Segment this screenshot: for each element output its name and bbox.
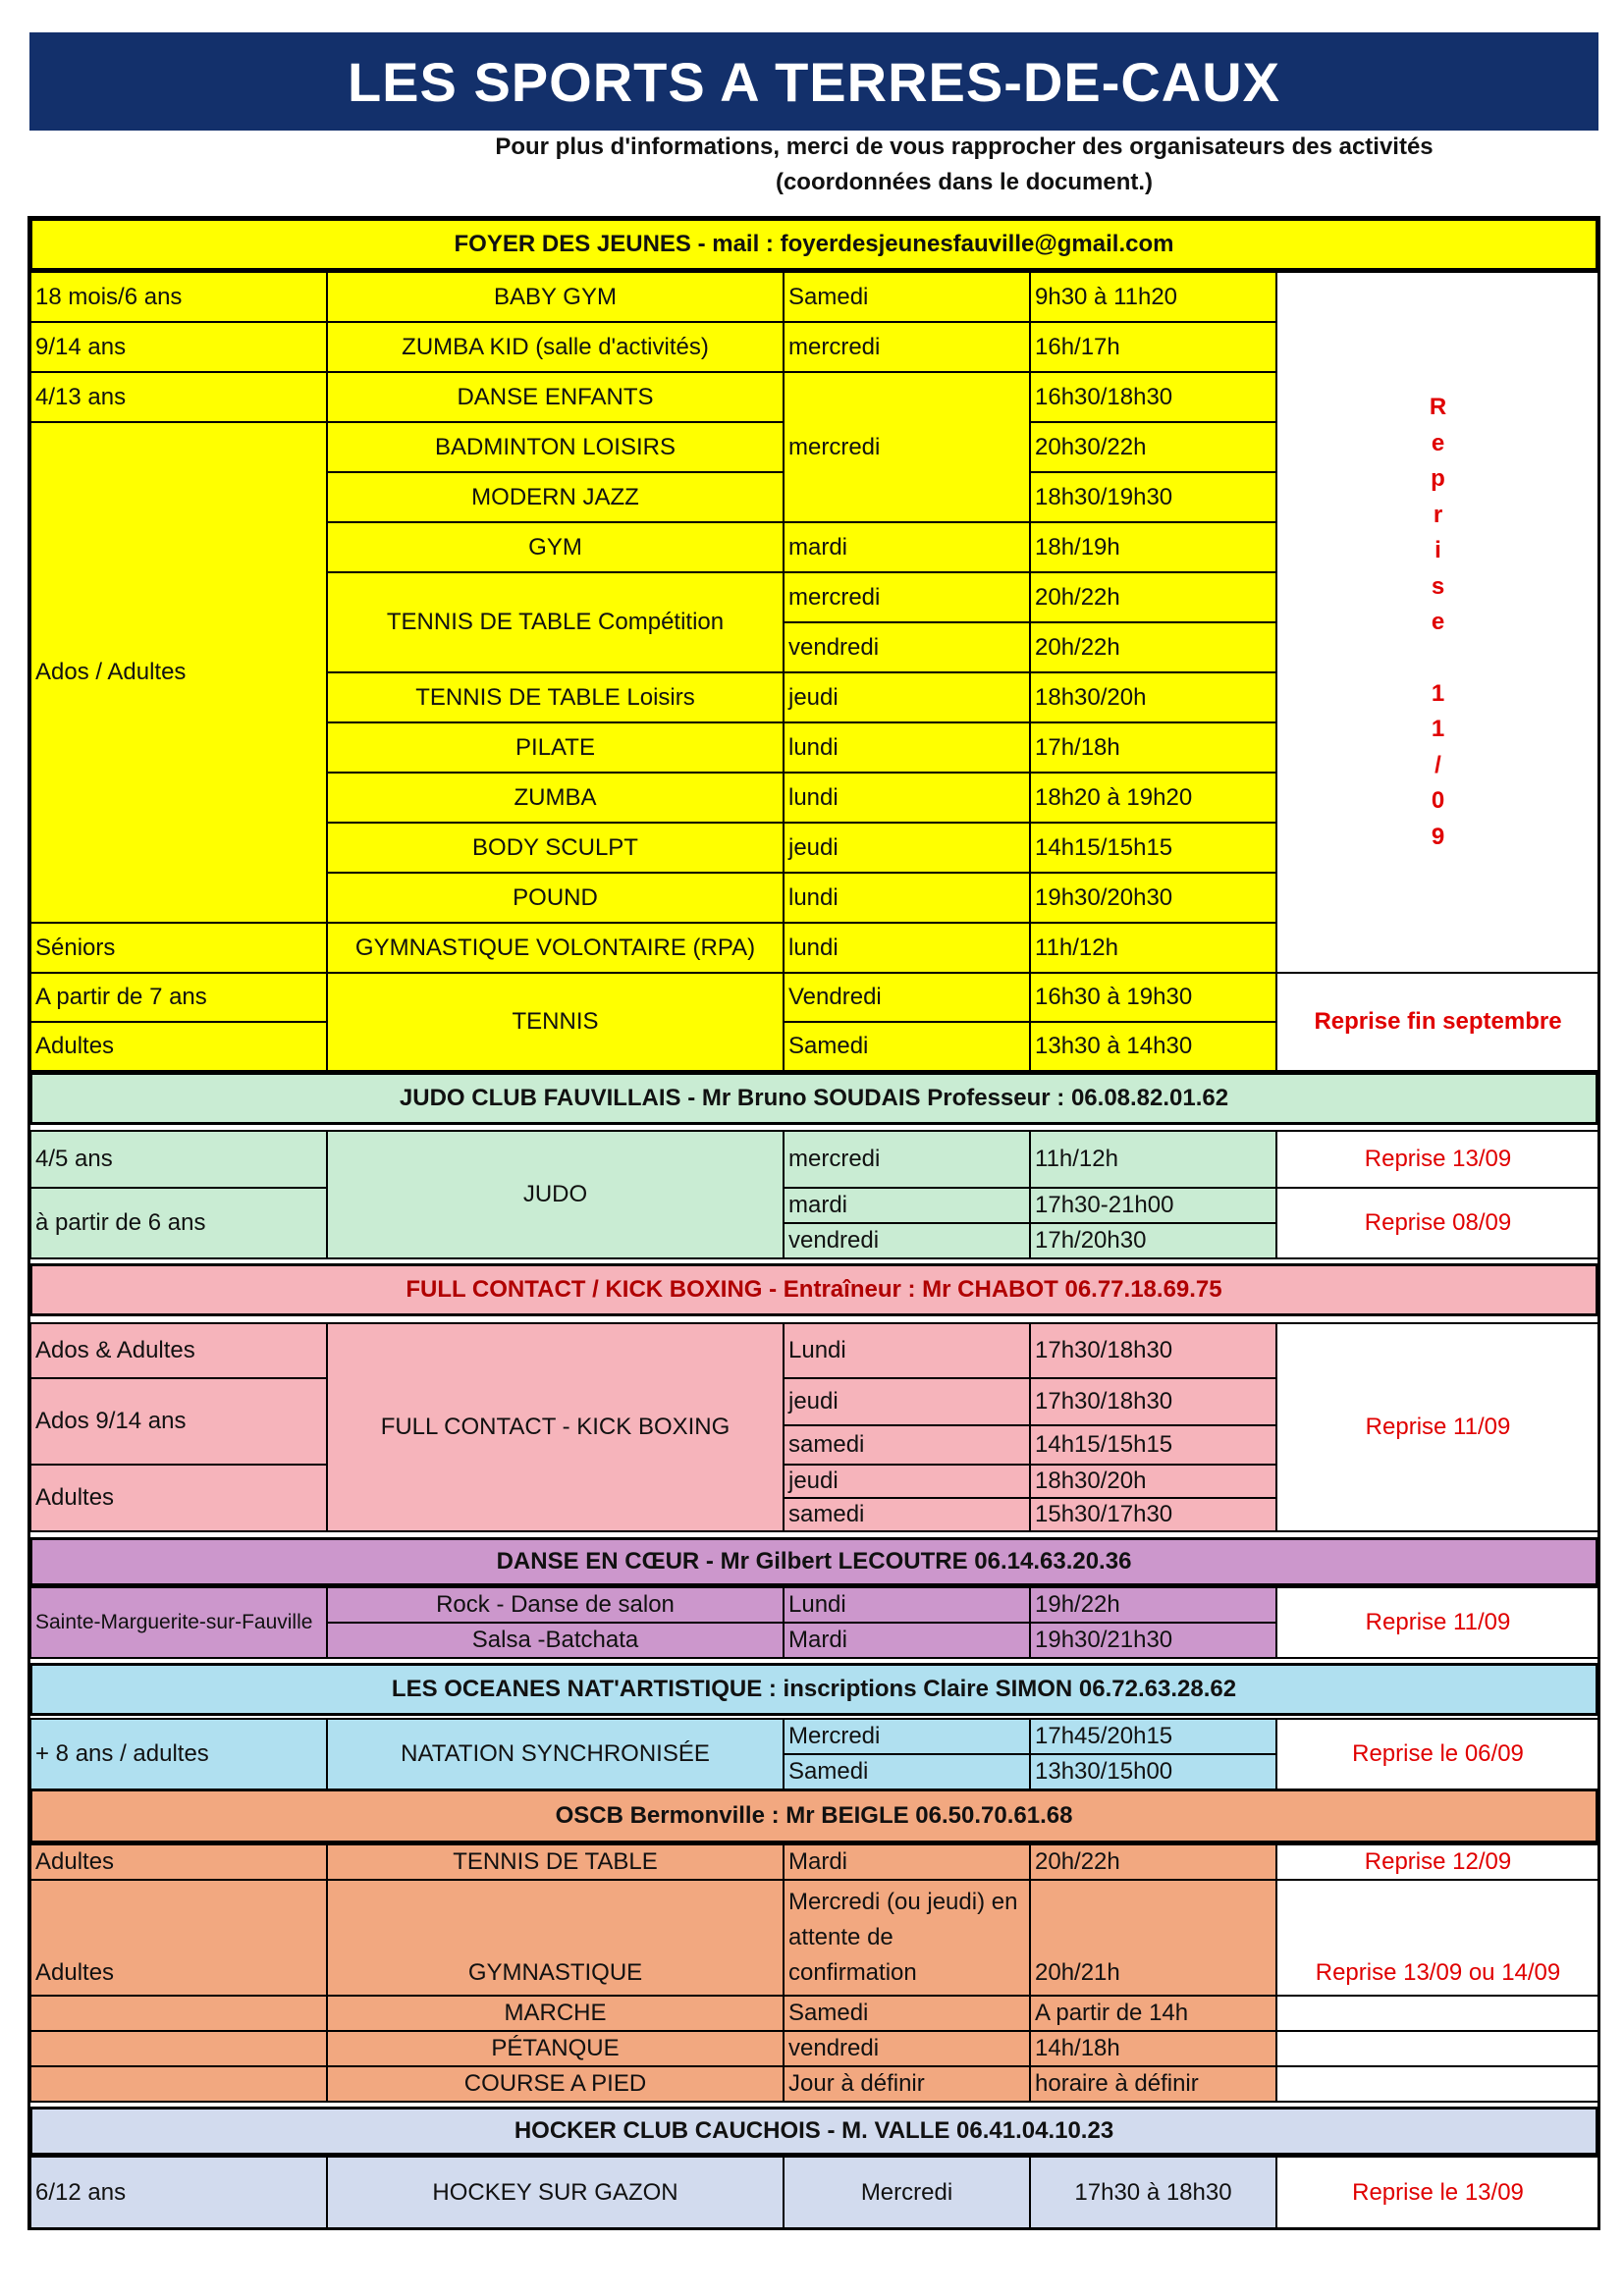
day-cell: jeudi: [784, 823, 1030, 873]
time-cell: 17h30/18h30: [1030, 1378, 1276, 1425]
activity-cell: Salsa -Batchata: [327, 1623, 784, 1658]
time-cell: 14h15/15h15: [1030, 823, 1276, 873]
activity-cell: GYMNASTIQUE: [327, 1880, 784, 1996]
age-cell: [30, 2031, 327, 2066]
day-cell: mercredi: [784, 1131, 1030, 1188]
age-cell: Ados / Adultes: [30, 422, 327, 923]
oscb-title: OSCB Bermonville : Mr BEIGLE 06.50.70.61.68: [555, 1802, 1073, 1829]
day-cell: mercredi: [784, 572, 1030, 622]
time-cell: 17h30 à 18h30: [1030, 2157, 1276, 2229]
day-cell: Mardi: [784, 1844, 1030, 1880]
judo-table: [29, 1130, 1600, 1259]
time-cell: 18h30/19h30: [1030, 472, 1276, 522]
oceanes-title: LES OCEANES NAT'ARTISTIQUE : inscriptions Claire SIMON 06.72.63.28.62: [391, 1676, 1237, 1702]
hockey-title: HOCKER CLUB CAUCHOIS - M. VALLE 06.41.04.10.23: [514, 2117, 1114, 2144]
activity-cell: TENNIS DE TABLE Loisirs: [327, 672, 784, 722]
age-cell: 18 mois/6 ans: [30, 272, 327, 322]
reprise-cell: [1276, 272, 1599, 973]
time-cell: horaire à définir: [1030, 2066, 1276, 2102]
day-cell: jeudi: [784, 1465, 1030, 1498]
reprise-cell: Reprise 13/09 ou 14/09: [1276, 1880, 1599, 1996]
time-cell: 19h/22h: [1030, 1587, 1276, 1623]
oscb-table: [29, 1843, 1600, 2103]
day-cell: Mercredi (ou jeudi) en attente de confirmation: [784, 1880, 1030, 1996]
activity-cell: PÉTANQUE: [327, 2031, 784, 2066]
day-cell: Samedi: [784, 1754, 1030, 1789]
reprise-cell: Reprise fin septembre: [1276, 973, 1599, 1071]
day-cell: lundi: [784, 722, 1030, 773]
day-cell: samedi: [784, 1498, 1030, 1531]
age-cell: 6/12 ans: [30, 2157, 327, 2229]
subtitle-line-2: (coordonnées dans le document.): [775, 169, 1154, 195]
subtitle-line-1: Pour plus d'informations, merci de vous rapprocher des organisateurs des activités: [495, 133, 1434, 160]
time-cell: 16h30 à 19h30: [1030, 973, 1276, 1022]
age-cell: Adultes: [30, 1465, 327, 1531]
time-cell: 18h20 à 19h20: [1030, 773, 1276, 823]
activity-cell: BABY GYM: [327, 272, 784, 322]
time-cell: 18h/19h: [1030, 522, 1276, 572]
reprise-cell: Reprise le 13/09: [1276, 2157, 1599, 2229]
table-row: [30, 973, 1599, 1022]
age-cell: [30, 1996, 327, 2031]
day-cell: lundi: [784, 873, 1030, 923]
table-row: [30, 1131, 1599, 1188]
table-row: [30, 1323, 1599, 1378]
kick-table: [29, 1322, 1600, 1532]
day-cell: jeudi: [784, 672, 1030, 722]
activity-cell: GYM: [327, 522, 784, 572]
age-cell: + 8 ans / adultes: [30, 1719, 327, 1789]
reprise-cell: Reprise 12/09: [1276, 1844, 1599, 1880]
day-cell: lundi: [784, 773, 1030, 823]
day-cell: vendredi: [784, 622, 1030, 672]
activity-cell: DANSE ENFANTS: [327, 372, 784, 422]
time-cell: 17h45/20h15: [1030, 1719, 1276, 1754]
day-cell: mardi: [784, 522, 1030, 572]
table-row: [30, 272, 1599, 322]
activity-cell: TENNIS DE TABLE Compétition: [327, 572, 784, 672]
foyer-header: [29, 218, 1598, 271]
time-cell: 13h30/15h00: [1030, 1754, 1276, 1789]
activity-cell: BODY SCULPT: [327, 823, 784, 873]
age-cell: 4/13 ans: [30, 372, 327, 422]
time-cell: 17h30/18h30: [1030, 1323, 1276, 1378]
age-cell: Adultes: [30, 1022, 327, 1071]
time-cell: 14h15/15h15: [1030, 1425, 1276, 1465]
foyer-title: FOYER DES JEUNES - mail : foyerdesjeunesfauville@gmail.com: [454, 231, 1174, 257]
activity-cell: ZUMBA KID (salle d'activités): [327, 322, 784, 372]
day-cell: lundi: [784, 923, 1030, 973]
activity-cell: TENNIS DE TABLE: [327, 1844, 784, 1880]
activity-cell: PILATE: [327, 722, 784, 773]
judo-header: [29, 1072, 1598, 1125]
table-row: [30, 1996, 1599, 2031]
time-cell: 11h/12h: [1030, 923, 1276, 973]
table-row: [30, 1880, 1599, 1996]
hockey-header: [29, 2107, 1598, 2156]
activity-cell: MODERN JAZZ: [327, 472, 784, 522]
time-cell: 16h/17h: [1030, 322, 1276, 372]
activity-cell: ZUMBA: [327, 773, 784, 823]
age-cell: à partir de 6 ans: [30, 1188, 327, 1258]
activity-cell: HOCKEY SUR GAZON: [327, 2157, 784, 2229]
time-cell: 17h/20h30: [1030, 1223, 1276, 1258]
activity-cell: MARCHE: [327, 1996, 784, 2031]
activity-cell: COURSE A PIED: [327, 2066, 784, 2102]
time-cell: 19h30/21h30: [1030, 1623, 1276, 1658]
title-banner: [29, 32, 1598, 131]
activity-cell: POUND: [327, 873, 784, 923]
day-cell: Vendredi: [784, 973, 1030, 1022]
danse-header: [29, 1537, 1598, 1586]
reprise-cell: [1276, 2031, 1599, 2066]
age-cell: Adultes: [30, 1844, 327, 1880]
day-cell: Samedi: [784, 272, 1030, 322]
judo-title: JUDO CLUB FAUVILLAIS - Mr Bruno SOUDAIS Professeur : 06.08.82.01.62: [399, 1085, 1229, 1111]
foyer-table: [29, 271, 1600, 974]
reprise-cell: Reprise 11/09: [1276, 1587, 1599, 1658]
table-row: [30, 2157, 1599, 2229]
time-cell: 17h/18h: [1030, 722, 1276, 773]
time-cell: 15h30/17h30: [1030, 1498, 1276, 1531]
hockey-table: [29, 2156, 1600, 2230]
time-cell: 19h30/20h30: [1030, 873, 1276, 923]
day-cell: Mercredi: [784, 1719, 1030, 1754]
day-cell: vendredi: [784, 1223, 1030, 1258]
day-cell: Lundi: [784, 1323, 1030, 1378]
tennis-table: [29, 972, 1600, 1072]
day-cell: mercredi: [784, 372, 1030, 522]
day-cell: samedi: [784, 1425, 1030, 1465]
activity-cell: FULL CONTACT - KICK BOXING: [327, 1323, 784, 1531]
page-title: LES SPORTS A TERRES-DE-CAUX: [347, 50, 1281, 113]
time-cell: 11h/12h: [1030, 1131, 1276, 1188]
day-cell: mercredi: [784, 322, 1030, 372]
time-cell: 20h/22h: [1030, 622, 1276, 672]
reprise-cell: [1276, 2066, 1599, 2102]
day-cell: Mercredi: [784, 2157, 1030, 2229]
age-cell: Séniors: [30, 923, 327, 973]
reprise-cell: [1276, 1996, 1599, 2031]
day-cell: jeudi: [784, 1378, 1030, 1425]
age-cell: 4/5 ans: [30, 1131, 327, 1188]
day-cell: mardi: [784, 1188, 1030, 1223]
time-cell: 20h30/22h: [1030, 422, 1276, 472]
reprise-cell: Reprise 11/09: [1276, 1323, 1599, 1531]
reprise-cell: Reprise 13/09: [1276, 1131, 1599, 1188]
table-row: [30, 1719, 1599, 1754]
table-row: [30, 1844, 1599, 1880]
reprise-cell: Reprise 08/09: [1276, 1188, 1599, 1258]
oceanes-table: [29, 1718, 1600, 1790]
age-cell: Adultes: [30, 1880, 327, 1996]
oceanes-header: [29, 1663, 1598, 1716]
reprise-cell: Reprise le 06/09: [1276, 1719, 1599, 1789]
time-cell: 20h/21h: [1030, 1880, 1276, 1996]
reprise-vertical: R e p r i s e 1 1 / 0 9: [1429, 394, 1447, 850]
kick-title: FULL CONTACT / KICK BOXING - Entraîneur : Mr CHABOT 06.77.18.69.75: [406, 1276, 1222, 1303]
activity-cell: NATATION SYNCHRONISÉE: [327, 1719, 784, 1789]
time-cell: 18h30/20h: [1030, 672, 1276, 722]
activity-cell: JUDO: [327, 1131, 784, 1258]
time-cell: A partir de 14h: [1030, 1996, 1276, 2031]
place-cell: Sainte-Marguerite-sur-Fauville: [30, 1587, 327, 1658]
day-cell: Mardi: [784, 1623, 1030, 1658]
oscb-header: [29, 1789, 1598, 1843]
activity-cell: BADMINTON LOISIRS: [327, 422, 784, 472]
age-cell: Ados & Adultes: [30, 1323, 327, 1378]
kick-header: [29, 1263, 1598, 1316]
time-cell: 20h/22h: [1030, 572, 1276, 622]
time-cell: 9h30 à 11h20: [1030, 272, 1276, 322]
day-cell: Samedi: [784, 1022, 1030, 1071]
time-cell: 14h/18h: [1030, 2031, 1276, 2066]
day-cell: Jour à définir: [784, 2066, 1030, 2102]
table-row: [30, 1188, 1599, 1223]
age-cell: A partir de 7 ans: [30, 973, 327, 1022]
danse-title: DANSE EN CŒUR - Mr Gilbert LECOUTRE 06.14.63.20.36: [496, 1548, 1132, 1575]
age-cell: 9/14 ans: [30, 322, 327, 372]
time-cell: 17h30-21h00: [1030, 1188, 1276, 1223]
age-cell: Ados 9/14 ans: [30, 1378, 327, 1465]
time-cell: 16h30/18h30: [1030, 372, 1276, 422]
time-cell: 13h30 à 14h30: [1030, 1022, 1276, 1071]
activity-cell: TENNIS: [327, 973, 784, 1071]
table-row: [30, 2066, 1599, 2102]
age-cell: [30, 2066, 327, 2102]
danse-table: [29, 1586, 1600, 1659]
time-cell: 18h30/20h: [1030, 1465, 1276, 1498]
time-cell: 20h/22h: [1030, 1844, 1276, 1880]
activity-cell: Rock - Danse de salon: [327, 1587, 784, 1623]
day-cell: Lundi: [784, 1587, 1030, 1623]
table-row: [30, 2031, 1599, 2066]
day-cell: vendredi: [784, 2031, 1030, 2066]
activity-cell: GYMNASTIQUE VOLONTAIRE (RPA): [327, 923, 784, 973]
day-cell: Samedi: [784, 1996, 1030, 2031]
table-row: [30, 1587, 1599, 1623]
